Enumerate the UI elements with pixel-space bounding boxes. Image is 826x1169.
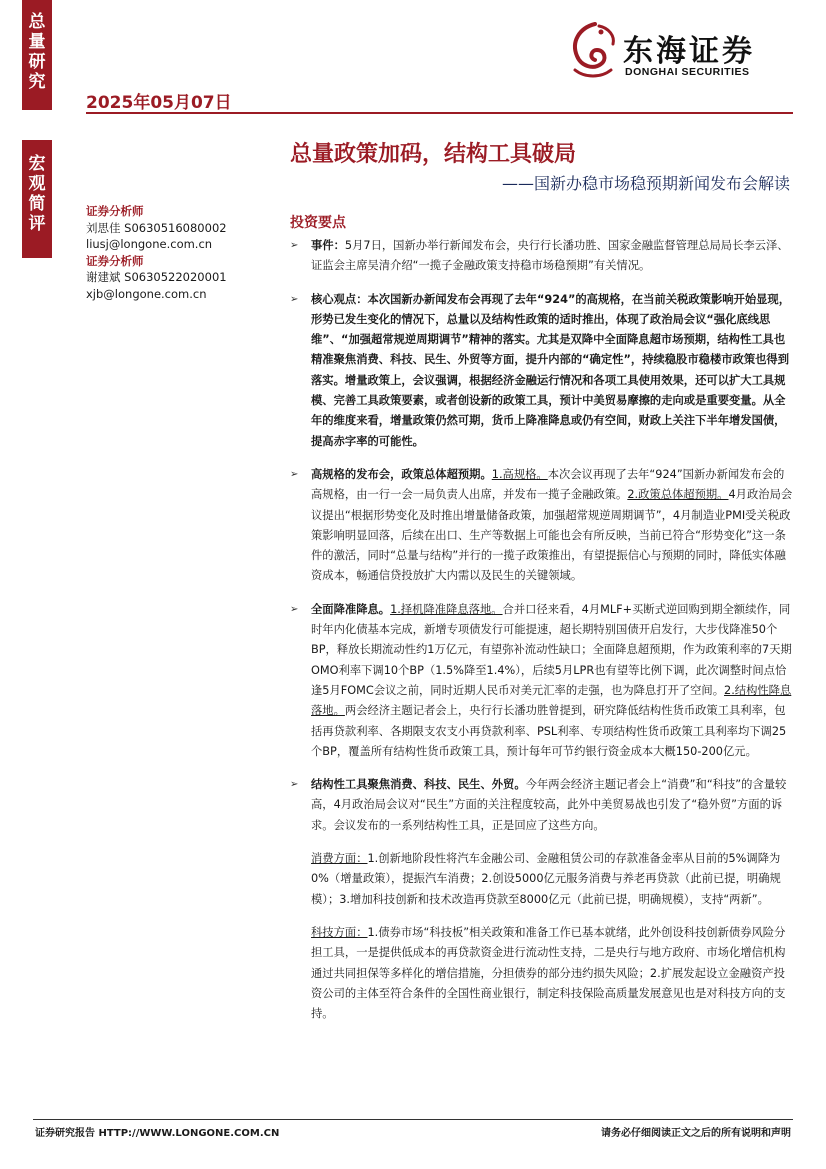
section-title: 投资要点 <box>290 215 346 231</box>
point-heading: 结构性工具聚焦消费、科技、民生、外贸。 <box>311 778 526 792</box>
company-logo <box>565 20 795 90</box>
analyst-panel <box>86 203 227 302</box>
analyst-email[interactable]: xjb@longone.com.cn <box>86 286 207 301</box>
logo-chinese-name: 东海证券 <box>623 34 755 69</box>
paragraph-label: 消费方面： <box>311 852 368 866</box>
logo-english-name: DONGHAI SECURITIES <box>625 66 750 78</box>
report-title: 总量政策加码，结构工具破局 <box>290 142 577 167</box>
point-core-view <box>290 290 795 452</box>
report-date: 2025年05月07日 <box>86 93 232 113</box>
paragraph-label: 科技方面： <box>311 925 368 939</box>
bullet-arrow-icon: ➢ <box>290 293 299 305</box>
point-heading: 全面降准降息。 <box>311 602 391 616</box>
point-text: 两会经济主题记者会上，央行行长潘功胜曾提到，研究降低结构性货币政策工具利率，包括再贷款利率、各期限支农支小再贷款利率、PSL利率、专项结构性货币政策工具利率均下调25个BP，覆盖所有结构性货币政策工具，预计每年可节约银行资金成本大概150-200亿元。 <box>311 704 787 758</box>
point-text: 今年两会经济主题记者会上“消费”和“科技”的含量较高，4月政治局会议对“民生”方面的关注程度较高，此外中美贸易战也引发了“稳外贸”方面的诉求。会议发布的一系列结构性工具，正是回应了这些方向。 <box>311 778 787 832</box>
bullet-arrow-icon: ➢ <box>290 603 299 615</box>
report-subtitle: ——国新办稳市场稳预期新闻发布会解读 <box>501 174 790 193</box>
header-divider <box>86 112 793 114</box>
point-text: 4月政治局会议提出“根据形势变化及时推出增量储备政策，加强超常规逆周期调节”，4月制造业PMI受关税政策影响明显回落，后续在出口、生产等数据上可能也会有所反映，当前已符合“形势变化”这一条件的激活，同时“总量与结构”并行的一揽子政策推出，有望提振信心与预期的同时，降低实体融资成本，畅通信贷投放扩大内需以及民生的关键领域。 <box>311 488 793 583</box>
paragraph-text: 1.债券市场“科技板”相关政策和准备工作已基本就绪，此外创设科技创新债券风险分担工具，一是提供低成本的再贷款资金进行流动性支持，二是央行与地方政府、市场化增信机构通过共同担保等多样化的增信措施，分担债券的部分违约损失风险；2.扩展发起设立金融资产投资公司的主体至符合条件的全国性商业银行，制定科技保险高质量发展意见也是对科技方向的支持。 <box>311 925 786 1021</box>
footer-disclaimer: 请务必仔细阅读正文之后的所有说明和声明 <box>601 1128 791 1139</box>
paragraph-text: 1.创新地阶段性将汽车金融公司、金融租赁公司的存款准备金率从目前的5%调降为0%（增量政策），提振汽车消费；2.创设5000亿元服务消费与养老再贷款（此前已提，明确规模）；3.增加科技创新和技术改造再贷款至8000亿元（此前已提，明确规模），支持“两新”。 <box>311 852 781 906</box>
analyst-label: 证券分析师 <box>86 253 144 268</box>
dragon-logo-icon <box>565 20 621 82</box>
point-heading: 高规格的发布会，政策总体超预期。 <box>311 467 492 481</box>
category-tab: 总量研究 <box>22 0 52 110</box>
point-text: 本次国新办新闻发布会再现了去年“924”的高规格，在当前关税政策影响开始显现，形势已发生变化的情况下，总量以及结构性政策的适时推出，体现了政治局会议“强化底线思维”、“加强超常规逆周期调节”精神的落实。尤其是双降中全面降息超市场预期，结构性工具也精准聚焦消费、科技、民生、外贸等方面，提升内部的“确定性”，持续稳股市稳楼市政策也得到落实。增量政策上，会议强调，根据经济金融运行情况和各项工具使用效果，还可以扩大工具规模、完善工具政策要素，或者创设新的政策工具，预计中美贸易摩擦的走向或是重要变量。从全年的维度来看，增量政策仍然可期，货币上降准降息或仍有空间，财政上关注下半年增发国债，提高赤字率的可能性。 <box>311 292 791 448</box>
point-heading: 事件： <box>311 239 345 252</box>
bullet-arrow-icon: ➢ <box>290 468 299 480</box>
analyst-label: 证券分析师 <box>86 204 144 218</box>
analyst-name-id: 谢建斌 S0630522020001 <box>86 270 227 284</box>
point-text: 5月7日，国新办举行新闻发布会，央行行长潘功胜、国家金融监督管理总局局长李云泽、证监会主席吴清介绍“一揽子金融政策支持稳市场稳预期”有关情况。 <box>311 239 789 273</box>
point-subheading: 2.结构性降息落地。 <box>311 683 792 718</box>
point-high-level <box>290 465 795 587</box>
analyst-email[interactable]: liusj@longone.com.cn <box>86 237 213 251</box>
footer-website[interactable]: 证券研究报告 HTTP://WWW.LONGONE.COM.CN <box>35 1128 280 1139</box>
point-text: 本次会议再现了去年“924”国新办新闻发布会的高规格，由一行一会一局负责人出席，并发布一揽子金融政策。 <box>311 467 785 502</box>
bullet-arrow-icon: ➢ <box>290 240 299 251</box>
point-text: 合并口径来看，4月MLF+买断式逆回购到期全额续作，同时年内化债基本完成，新增专项债发行可能提速，超长期特别国债开启发行，大步伐降准50个BP，释放长期流动性约1万亿元，有望弥补流动性缺口；全面降息超预期，作为政策利率的7天期OMO利率下调10个BP（1.5%降至1.4%），后续5月LPR也有望等比例下调，此次调整时间点恰逢5月FOMC会议之前，同时近期人民币对美元汇率的走强，也为降息打开了空间。 <box>311 602 792 697</box>
technology-paragraph <box>290 923 795 1024</box>
point-subheading: 2.政策总体超预期。 <box>627 488 729 502</box>
point-event <box>290 236 795 277</box>
analyst-name-id: 刘思佳 S0630516080002 <box>86 220 227 235</box>
report-type-tab: 宏观简评 <box>22 140 52 258</box>
key-points <box>290 236 795 1037</box>
point-heading: 核心观点： <box>311 292 368 306</box>
consumption-paragraph <box>290 849 795 910</box>
point-subheading: 1.高规格。 <box>491 467 548 481</box>
point-rate-cut <box>290 600 795 762</box>
bullet-arrow-icon: ➢ <box>290 779 299 791</box>
point-structural-tools <box>290 775 795 836</box>
page-footer <box>33 1119 793 1139</box>
point-subheading: 1.择机降准降息落地。 <box>390 602 503 616</box>
